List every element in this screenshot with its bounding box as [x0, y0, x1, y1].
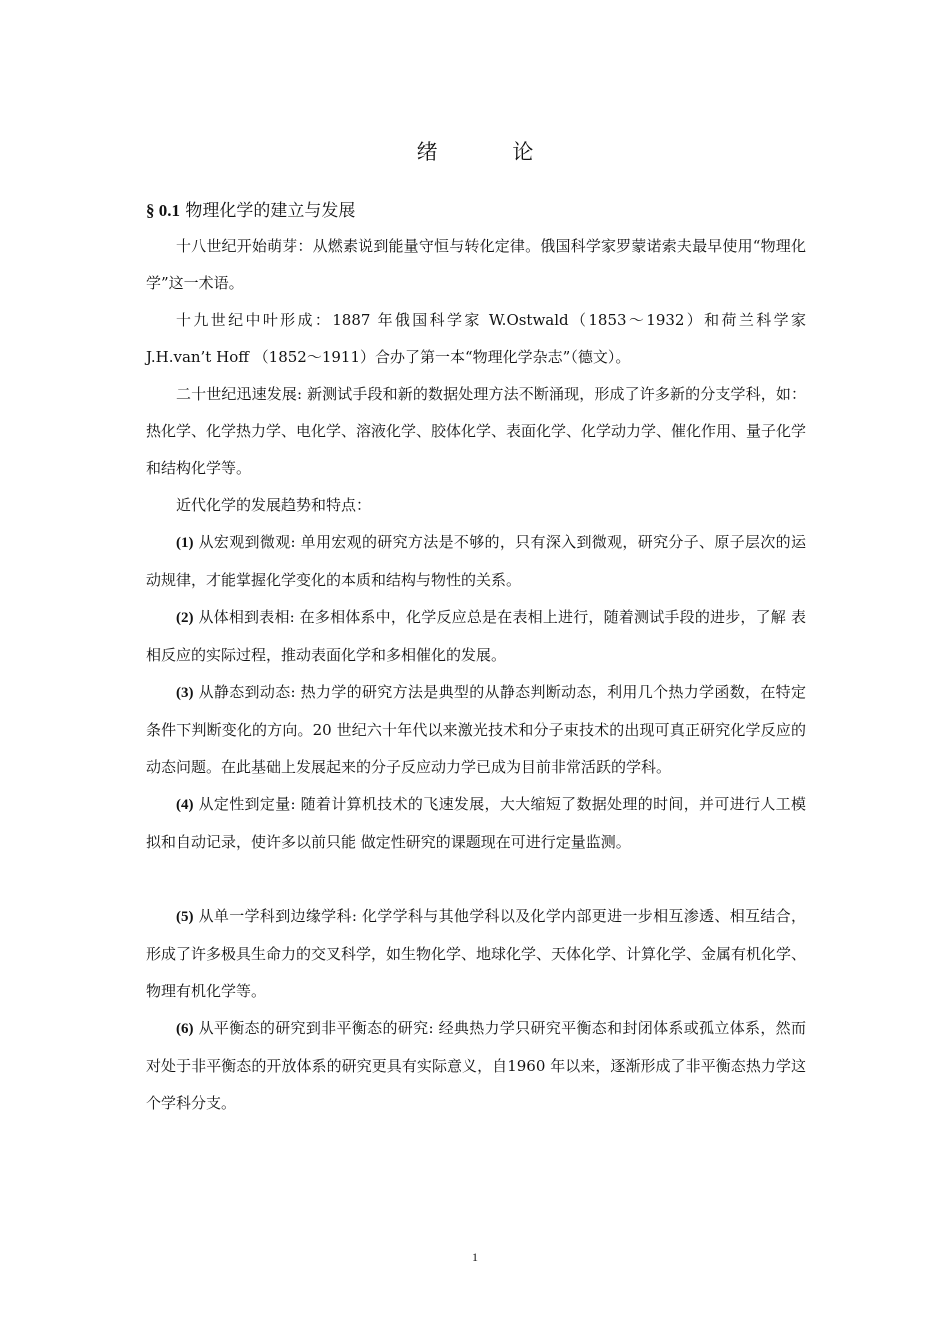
trends-intro: 近代化学的发展趋势和特点：	[176, 496, 372, 514]
section-title: 物理化学的建立与发展	[185, 201, 356, 221]
section-heading	[146, 196, 355, 221]
paragraph-18th-century: 十八世纪开始萌芽：从燃素说到能量守恒与转化定律。俄国科学家罗蒙诺索夫最早使用“物理化学”这一术语。	[146, 237, 806, 292]
paragraph-19th-century: 十九世纪中叶形成：1887 年俄国科学家 W.Ostwald（1853～1932）和荷兰科学家 J.H.van’t Hoff （1852～1911）合办了第一本“物理化学杂志”（德文）。	[146, 311, 806, 366]
trend-lead: 从平衡态的研究到非平衡态的研究	[198, 1019, 429, 1037]
page-title: 绪 论	[416, 140, 568, 164]
trend-item	[146, 599, 806, 674]
trend-lead: 从单一学科到边缘学科	[198, 907, 352, 925]
trend-number: (6)	[176, 1021, 194, 1037]
trend-text: : 经典热力学只研究平衡态和封闭体系或孤立体系，然而对处于非平衡态的开放体系的研究更具有实际意义，自1960 年以来，逐渐形成了非平衡态热力学这个学科分支。	[146, 1019, 806, 1112]
trend-text: : 随着计算机技术的飞速发展，大大缩短了数据处理的时间，并可进行人工模拟和自动记录，使许多以前只能 做定性研究的课题现在可进行定量监测。	[146, 795, 806, 851]
trend-item	[146, 674, 806, 786]
body-text	[146, 228, 806, 1122]
page-number: 1	[472, 1250, 478, 1264]
trend-lead: 从定性到定量	[198, 795, 291, 813]
trend-number: (2)	[176, 610, 194, 626]
trend-lead: 从静态到动态	[198, 683, 291, 701]
trend-number: (4)	[176, 797, 194, 813]
trend-lead: 从宏观到微观	[198, 533, 291, 551]
trend-text: : 单用宏观的研究方法是不够的，只有深入到微观，研究分子、原子层次的运动规律，才能掌握化学变化的本质和结构与物性的关系。	[146, 533, 806, 589]
paragraph-20th-century: 二十世纪迅速发展: 新测试手段和新的数据处理方法不断涌现，形成了许多新的分支学科，如：热化学、化学热力学、电化学、溶液化学、胶体化学、表面化学、化学动力学、催化作用、量子化学和结构化学等。	[146, 385, 807, 477]
trend-item	[146, 1010, 806, 1122]
trend-text: : 热力学的研究方法是典型的从静态判断动态，利用几个热力学函数，在特定条件下判断变化的方向。20 世纪六十年代以来激光技术和分子束技术的出现可真正研究化学反应的动态问题。在此基础上发展起来的分子反应动力学已成为目前非常活跃的学科。	[146, 683, 806, 776]
trend-item	[146, 898, 806, 1010]
trend-item	[146, 786, 806, 861]
trend-item	[146, 524, 806, 599]
paragraph-gap	[146, 861, 806, 898]
trend-text: : 在多相体系中，化学反应总是在表相上进行，随着测试手段的进步，了解 表相反应的实际过程，推动表面化学和多相催化的发展。	[146, 608, 806, 664]
section-number: § 0.1	[146, 201, 180, 220]
trend-number: (5)	[176, 909, 194, 925]
trend-text: : 化学学科与其他学科以及化学内部更进一步相互渗透、相互结合，形成了许多极具生命力的交叉科学，如生物化学、地球化学、天体化学、计算化学、金属有机化学、物理有机化学等。	[146, 907, 807, 1000]
trend-lead: 从体相到表相	[198, 608, 290, 626]
trend-number: (1)	[176, 535, 194, 551]
trend-number: (3)	[176, 685, 194, 701]
